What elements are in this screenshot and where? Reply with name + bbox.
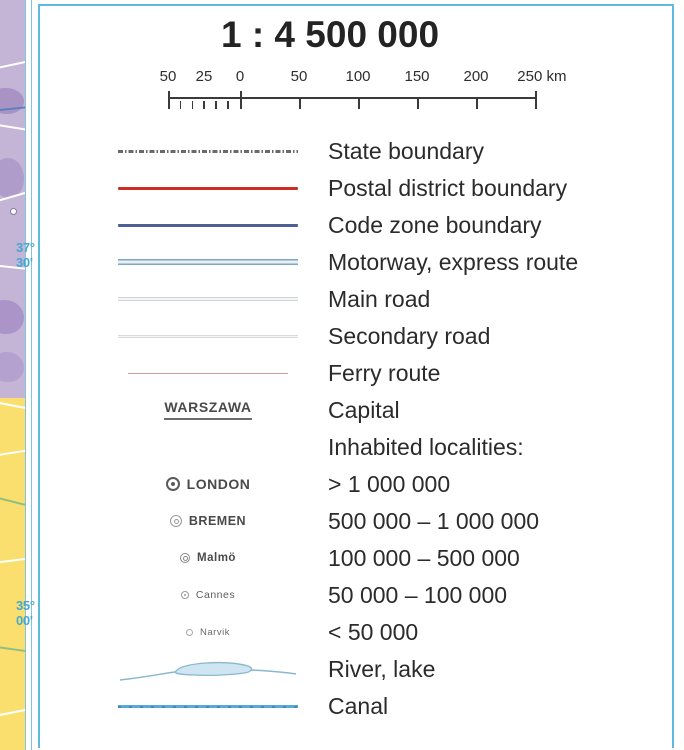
ferry-route-symbol [118,354,298,392]
coordinate-minutes: 00' [16,613,33,628]
secondary-road-symbol [118,317,298,355]
legend-row-city-over-1m [40,465,672,503]
state-boundary-symbol [118,132,298,170]
canal-dash-overlay [118,706,298,708]
scalebar-tick-zero [240,91,242,109]
legend-row-localities-heading [40,428,672,466]
city-sample-name: Cannes [195,589,236,601]
city-sample-name: LONDON [186,476,251,492]
coordinate-label-south [16,598,35,628]
scalebar-label: 25 [195,68,213,85]
scalebar-tick [417,97,419,109]
legend-row-capital [40,391,672,429]
legend-panel [38,4,674,748]
legend-row-city-50k-100k [40,576,672,614]
city-circle-icon [170,515,182,527]
legend-label: 100 000 – 500 000 [328,545,520,571]
scalebar-tick [215,101,217,109]
city-circle-icon [166,477,180,491]
legend-section-heading: Inhabited localities: [328,434,524,460]
legend-row-city-500k-1m [40,502,672,540]
coordinate-label-north [16,240,35,270]
legend-label: Ferry route [328,360,441,386]
city-symbol-s [118,576,298,614]
city-symbol-xl [118,465,298,503]
postal-district-symbol [118,169,298,207]
legend-label: Code zone boundary [328,212,542,238]
scalebar-axis [168,97,536,99]
canal-symbol [118,687,298,725]
legend-row-secondary-road [40,317,672,355]
scalebar-tick [476,97,478,109]
capital-sample-name: WARSZAWA [164,399,252,415]
coordinate-degrees: 37° [16,240,35,255]
capital-underline [164,418,252,420]
legend-row-motorway [40,243,672,281]
graticule-line [25,0,26,750]
legend-label: River, lake [328,656,436,682]
legend-label: State boundary [328,138,485,164]
graticule-line [31,0,32,750]
river-lake-icon [118,650,298,688]
scalebar-label: 0 [235,68,245,85]
legend-label: > 1 000 000 [328,471,451,497]
scalebar-label: 200 [463,68,489,85]
map-fragment-strip [0,0,33,750]
river-lake-symbol [118,650,298,688]
motorway-symbol [118,243,298,281]
city-sample-name: Malmö [197,552,236,564]
legend-label: Motorway, express route [328,249,579,275]
legend-label: Postal district boundary [328,175,568,201]
scalebar-unit-label: 250 km [517,68,567,85]
legend-row-ferry-route [40,354,672,392]
legend-label: Main road [328,286,431,312]
main-road-symbol [118,280,298,318]
city-circle-icon [180,553,190,563]
legend-label: Secondary road [328,323,491,349]
legend-row-code-zone [40,206,672,244]
legend-row-river-lake [40,650,672,688]
scalebar-label: 150 [404,68,430,85]
capital-symbol [118,391,298,429]
scalebar-tick [203,101,205,109]
scalebar-tick [168,91,170,109]
legend-row-canal [40,687,672,725]
scalebar-tick [358,97,360,109]
legend-row-state-boundary [40,132,672,170]
legend-row-postal-district [40,169,672,207]
legend-row-city-under-50k [40,613,672,651]
coordinate-minutes: 30' [16,255,33,270]
city-circle-icon [186,629,193,636]
legend-label: 500 000 – 1 000 000 [328,508,540,534]
code-zone-symbol [118,206,298,244]
coordinate-degrees: 35° [16,598,35,613]
city-sample-name: BREMEN [188,514,247,528]
map-city-dot [10,208,17,215]
scalebar-label: 100 [345,68,371,85]
city-sample-name: Narvik [200,626,230,638]
scalebar-label: 50 [290,68,308,85]
scalebar-tick [535,91,537,109]
scalebar-tick [227,101,229,109]
legend-label: 50 000 – 100 000 [328,582,508,608]
map-scale-title: 1 : 4 500 000 [220,14,440,55]
legend-label: Canal [328,693,389,719]
city-symbol-l [118,502,298,540]
city-symbol-xs [118,613,298,651]
scalebar-tick [299,97,301,109]
scalebar-tick [192,101,194,109]
legend-row-city-100k-500k [40,539,672,577]
legend-label: < 50 000 [328,619,419,645]
city-circle-icon [181,591,189,599]
city-symbol-m [118,539,298,577]
scalebar-label: 50 [159,68,177,85]
legend-label: Capital [328,397,400,423]
legend-row-main-road [40,280,672,318]
scalebar-tick [180,101,182,109]
scale-bar [144,68,567,110]
